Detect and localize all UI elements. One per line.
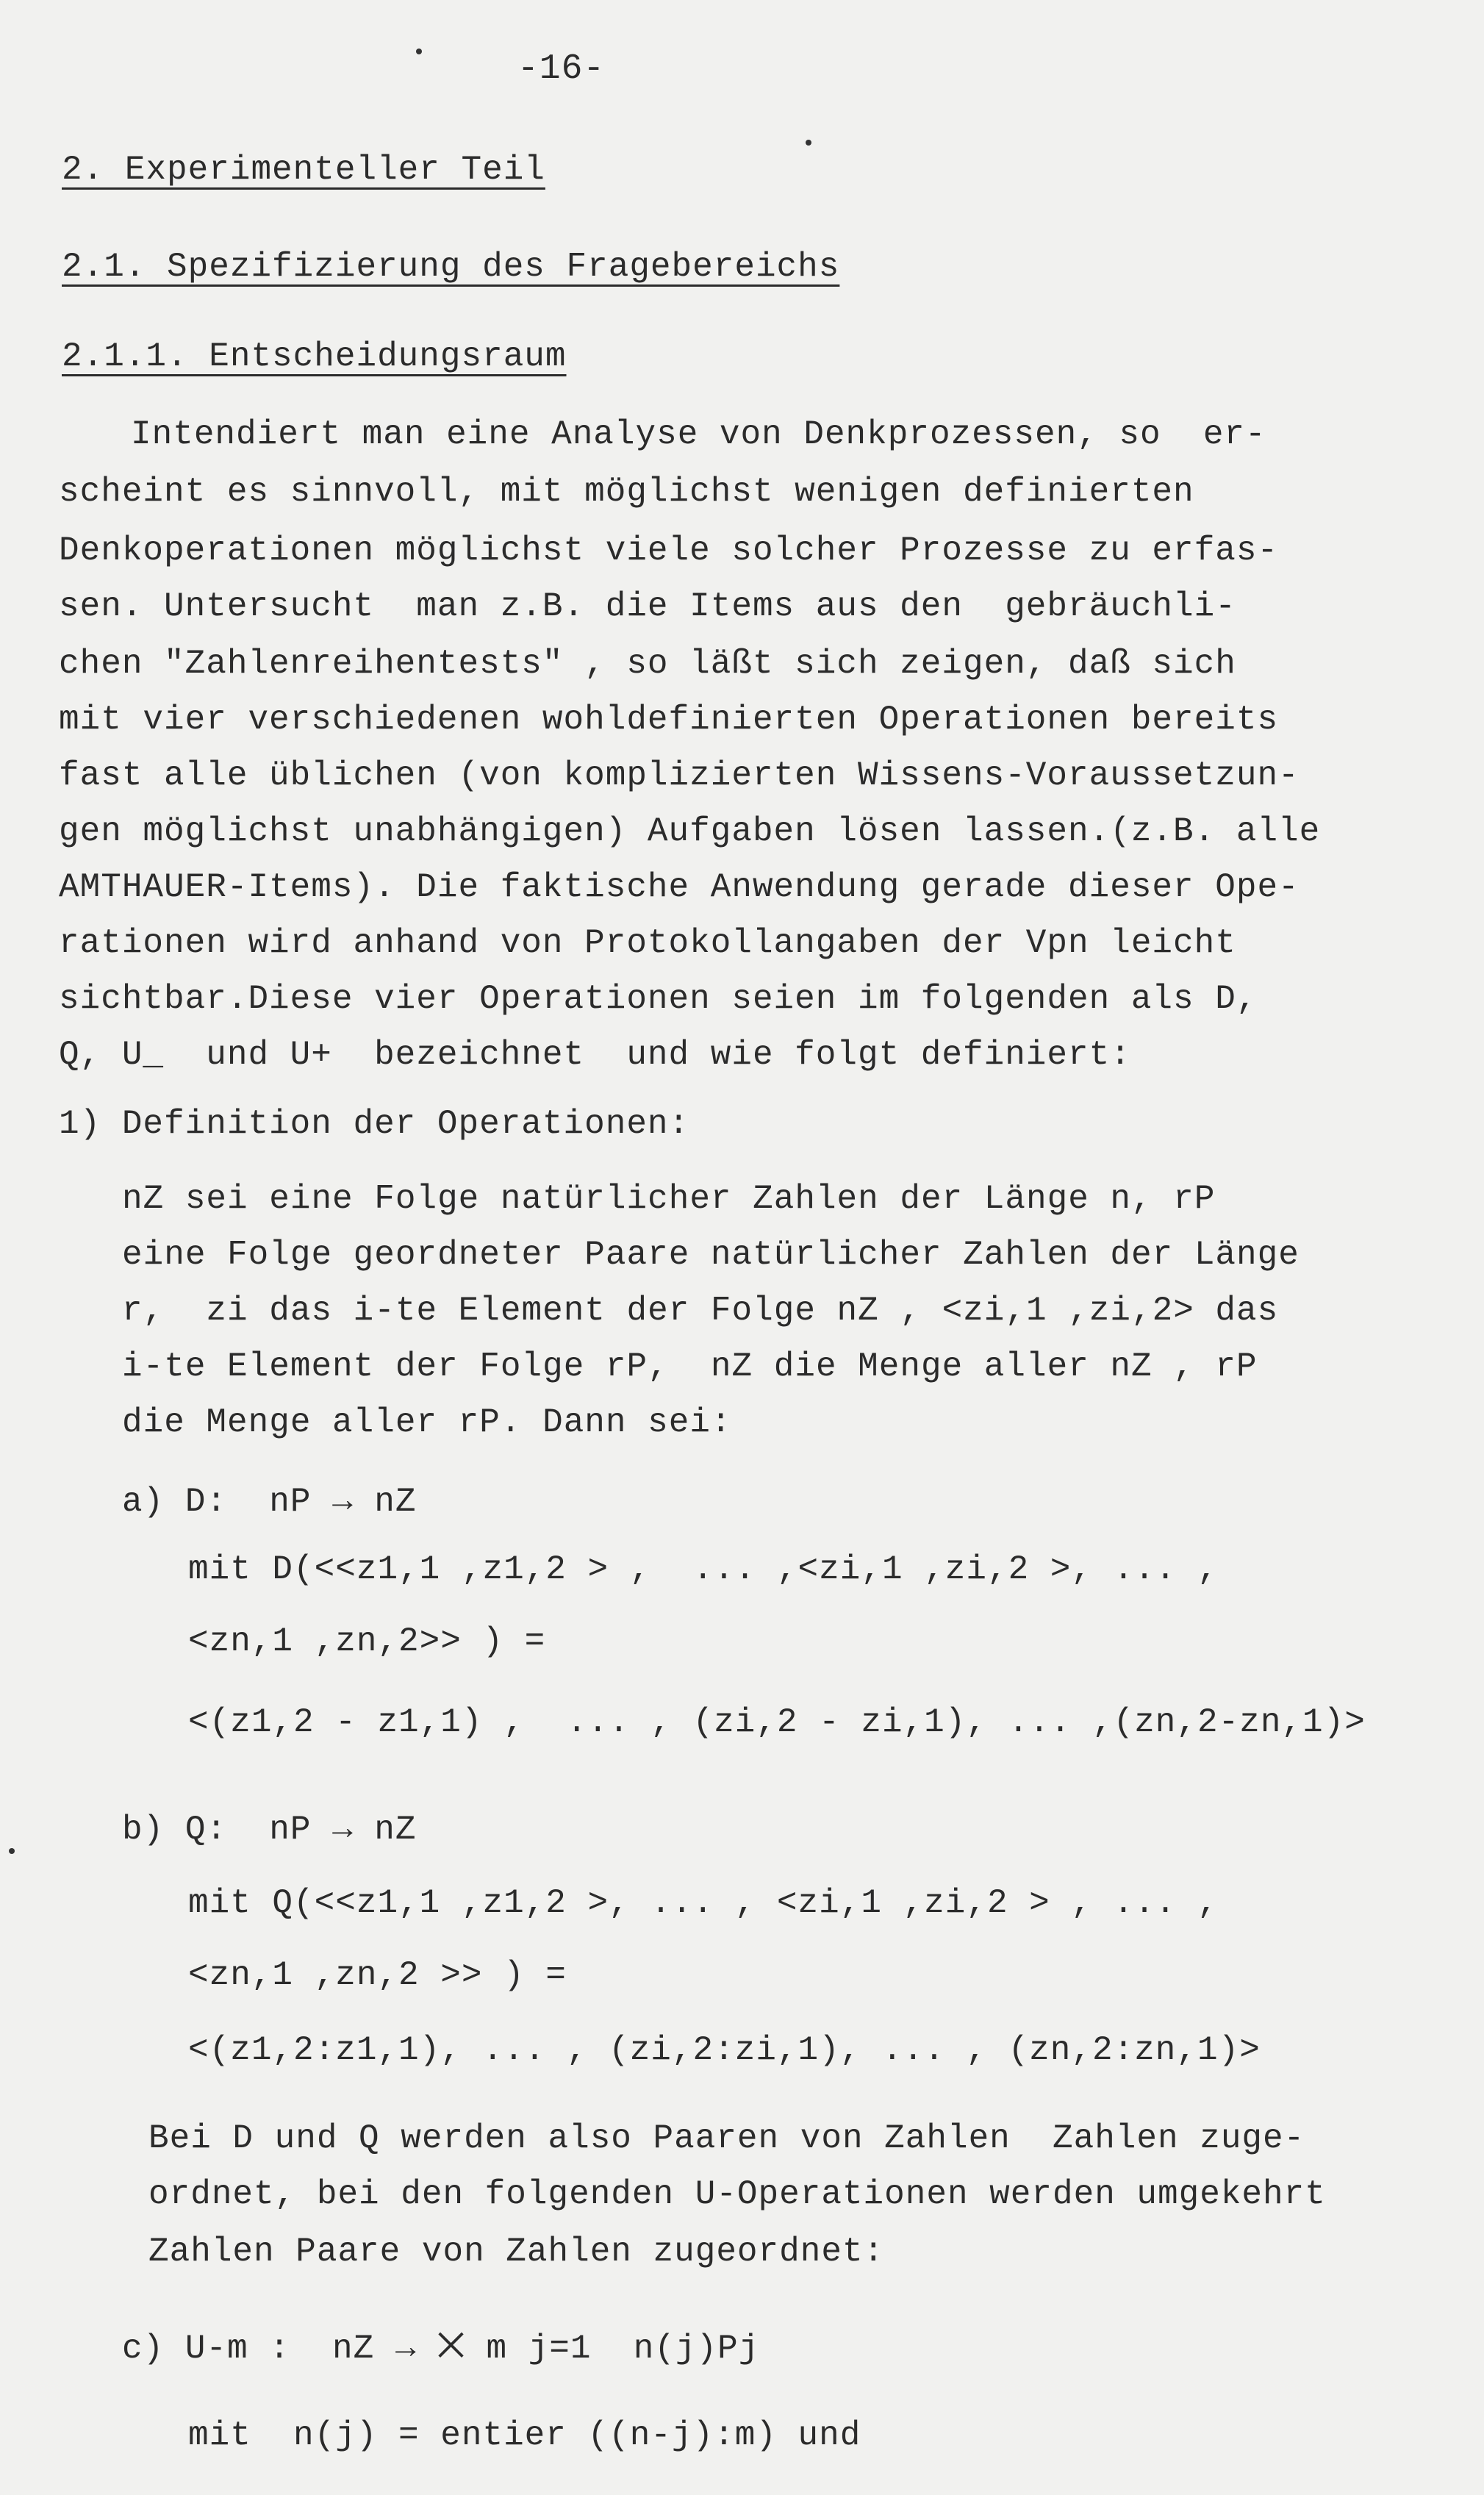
text-line: AMTHAUER-Items). Die faktische Anwendung gerade dieser Ope-: [59, 868, 1300, 906]
definition-heading: 1) Definition der Operationen:: [59, 1105, 690, 1143]
ink-speck: [806, 140, 811, 146]
text-line: rationen wird anhand von Protokollangaben der Vpn leicht: [59, 924, 1236, 962]
formula-line: b) Q: nP → nZ: [122, 1811, 417, 1849]
text-line: fast alle üblichen (von komplizierten Wissens-Voraussetzun-: [59, 756, 1300, 795]
text-line: r, zi das i-te Element der Folge nZ , <zi,1 ,zi,2> das: [122, 1292, 1279, 1330]
ink-speck: [9, 1848, 15, 1854]
text-line: ordnet, bei den folgenden U-Operationen werden umgekehrt: [148, 2175, 1326, 2213]
formula-line: <(z1,2 - z1,1) , ... , (zi,2 - zi,1), ... ,(zn,2-zn,1)>: [188, 1703, 1366, 1742]
text-line: Bei D und Q werden also Paaren von Zahlen Zahlen zuge-: [148, 2119, 1305, 2158]
formula-line: <(z1,2:z1,1), ... , (zi,2:zi,1), ... , (zn,2:zn,1)>: [188, 2031, 1261, 2069]
formula-line: a) D: nP → nZ: [122, 1483, 417, 1521]
heading-experimenteller-teil: 2. Experimenteller Teil: [62, 151, 545, 189]
text-line: Q, U_ und U+ bezeichnet und wie folgt definiert:: [59, 1036, 1131, 1074]
text-line: Zahlen Paare von Zahlen zugeordnet:: [148, 2233, 885, 2271]
text-line: die Menge aller rP. Dann sei:: [122, 1403, 732, 1442]
text-line: sen. Untersucht man z.B. die Items aus den gebräuchli-: [59, 587, 1236, 626]
text-line: scheint es sinnvoll, mit möglichst wenigen definierten: [59, 473, 1194, 511]
text-line: gen möglichst unabhängigen) Aufgaben lösen lassen.(z.B. alle: [59, 812, 1321, 851]
formula-line: <zn,1 ,zn,2 >> ) =: [188, 1956, 567, 1994]
formula-line: c) U-m : nZ → ⨉ m j=1 n(j)Pj: [122, 2330, 760, 2368]
text-line: Denkoperationen möglichst viele solcher Prozesse zu erfas-: [59, 531, 1279, 570]
text-line: mit vier verschiedenen wohldefinierten Operationen bereits: [59, 701, 1279, 739]
text-line: chen "Zahlenreihentests" , so läßt sich zeigen, daß sich: [59, 645, 1236, 683]
text-line: sichtbar.Diese vier Operationen seien im folgenden als D,: [59, 980, 1258, 1018]
text-line: nZ sei eine Folge natürlicher Zahlen der Länge n, rP: [122, 1180, 1216, 1218]
formula-line: <zn,1 ,zn,2>> ) =: [188, 1622, 546, 1661]
formula-line: mit Q(<<z1,1 ,z1,2 >, ... , <zi,1 ,zi,2 > , ... ,: [188, 1884, 1219, 1922]
page-number: -16-: [517, 49, 606, 89]
heading-entscheidungsraum: 2.1.1. Entscheidungsraum: [62, 337, 567, 376]
ink-speck: [416, 49, 422, 54]
heading-spezifizierung: 2.1. Spezifizierung des Fragebereichs: [62, 248, 840, 286]
text-line: i-te Element der Folge rP, nZ die Menge aller nZ , rP: [122, 1347, 1258, 1386]
text-line: Intendiert man eine Analyse von Denkprozessen, so er-: [131, 415, 1266, 454]
formula-line: mit n(j) = entier ((n-j):m) und: [188, 2416, 861, 2455]
formula-line: mit D(<<z1,1 ,z1,2 > , ... ,<zi,1 ,zi,2 >, ... ,: [188, 1550, 1219, 1589]
text-line: eine Folge geordneter Paare natürlicher Zahlen der Länge: [122, 1236, 1300, 1274]
